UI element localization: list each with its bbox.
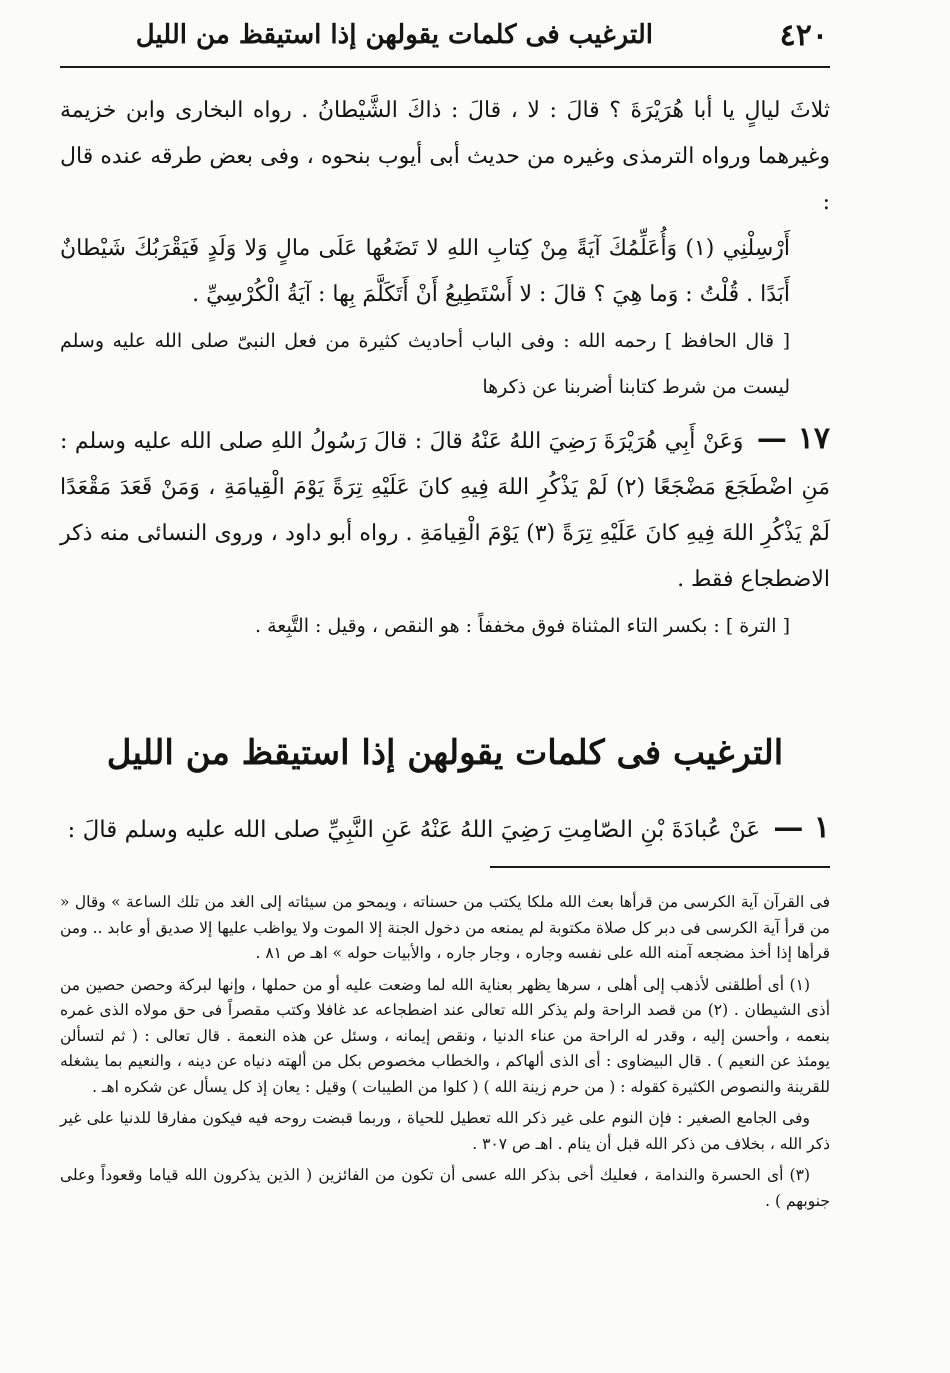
running-title: الترغيب فى كلمات يقولهن إذا استيقظ من الليل bbox=[135, 20, 653, 50]
footnotes bbox=[60, 890, 830, 1220]
paragraph-hadith-continuation: ثلاثَ ليالٍ يا أبا هُرَيْرَةَ ؟ قالَ : لا ، قالَ : ذاكَ الشَّيْطانُ . رواه البخارى وابن خزيمة وغيرهما ورواه الترمذى وغيره من حديث أبى أيوب بنحوه ، وفى بعض طرقه عنده قال : bbox=[60, 98, 830, 215]
hadith-17 bbox=[60, 416, 830, 603]
main-text bbox=[60, 88, 830, 649]
section-title: الترغيب فى كلمات يقولهن إذا استيقظ من الليل bbox=[106, 733, 784, 773]
footnote-3: (٣) أى الحسرة والندامة ، فعليك أخى بذكر الله عسى أن تكون من الفائزين ( الذين يذكرون الله قياما وقعوداً وعلى جنوبهم ) . bbox=[60, 1166, 830, 1210]
footnote-continuation: فى القرآن آية الكرسى من قرأها بعث الله ملكا يكتب من حسناته ، ويمحو من سيئاته إلى الغد من تلك الساعة » وقال « من قرأ آية الكرسى فى دبر كل صلاة مكتوبة لم يمنعه من دخول الجنة إلا الموت ولا يواظب عليها إلا صديق أو عابد .. ومن قرأها إذا أخذ مضجعه آمنه الله على نفسه وجاره ، وجار جاره ، والأبيات حوله » اهـ ص ٨١ . bbox=[60, 893, 830, 962]
page-number: ٤٢٠ bbox=[779, 18, 828, 53]
footnote-rule bbox=[490, 866, 830, 868]
hadith-17-text: وَعَنْ أَبِي هُرَيْرَةَ رَضِيَ اللهُ عَنْهُ قالَ : قالَ رَسُولُ اللهِ صلى الله عليه وسلم : مَنِ اضْطَجَعَ مَضْجَعًا (٢) لَمْ يَذْكُرِ اللهَ فِيهِ كانَ عَلَيْهِ تِرَةً يَوْمَ الْقِيامَةِ ، وَمَنْ قَعَدَ مَقْعَدًا لَمْ يَذْكُرِ اللهَ فِيهِ كانَ عَلَيْهِ تِرَةً (٣) يَوْمَ الْقِيامَةِ . رواه أبو داود ، وروى النسائى منه ذكر الاضطجاع فقط . bbox=[60, 429, 830, 592]
footnote-jami-saghir: وفى الجامع الصغير : فإن النوم على غير ذكر الله تعطيل للحياة ، وربما قبضت روحه فيه فيكون مفارقا للدنيا على غير ذكر الله ، بخلاف من ذكر الله قبل أن ينام . اهـ ص ٣٠٧ . bbox=[60, 1109, 830, 1153]
hadith-1-text: عَنْ عُبادَةَ بْنِ الصّامِتِ رَضِيَ اللهُ عَنْهُ عَنِ النَّبِيِّ صلى الله عليه وسلم قالَ : bbox=[67, 817, 761, 843]
hadith-number: ١ — bbox=[773, 810, 830, 845]
footnote-1-2: (١) أى أطلقنى لأذهب إلى أهلى ، سرها يظهر بعناية الله لما وضعت عليه أو من حملها ، وإنها لبركة وحصن حصين من أذى الشيطان . (٢) من قصد الراحة ولم يذكر الله تعالى عند اضطجاعه عد غافلا وكتب مقصراً فى حق مولاه الذى غمره بنعمه ، وأحسن إليه ، وقدر له الراحة من عناء الدنيا ، ونقص إيمانه ، وسئل عن هذه النعمة . قال تعالى : ( ثم لتسألن يومئذ عن النعيم ) . قال البيضاوى : أى الذى ألهاكم ، والخطاب مخصوص بكل من ألهته دنياه عن دينه ، والنعيم بما يشغله للقرينة والنصوص الكثيرة كقوله : ( من حرم زينة الله ) ( كلوا من الطيبات ) وقيل : يعان إذ كل يسأل عن شكره اهـ . bbox=[60, 975, 831, 1096]
hafiz-note: [ قال الحافظ ] رحمه الله : وفى الباب أحاديث كثيرة من فعل النبىّ صلى الله عليه وسلم ليست من شرط كتابنا أضربنا عن ذكرها bbox=[60, 330, 790, 398]
paragraph-ayat-kursi: أَرْسِلْنِي (١) وَأُعَلِّمُكَ آيَةً مِنْ كِتابِ اللهِ لا تَضَعُها عَلَى مالٍ وَلا وَلَدٍ فَيَقْرَبُكَ شَيْطانٌ أَبَدًا . قُلْتُ : وَما هِيَ ؟ قالَ : لا أَسْتَطِيعُ أَنْ أَتَكَلَّمَ بِها : آيَةُ الْكُرْسِيِّ . bbox=[60, 236, 790, 307]
header-rule bbox=[60, 66, 830, 68]
hadith-number: ١٧ — bbox=[756, 421, 830, 456]
hadith-1 bbox=[60, 805, 830, 853]
tira-note: [ الترة ] : بكسر التاء المثناة فوق مخففاً : هو النقص ، وقيل : التَّبِعة . bbox=[255, 615, 790, 637]
running-header bbox=[60, 18, 828, 60]
